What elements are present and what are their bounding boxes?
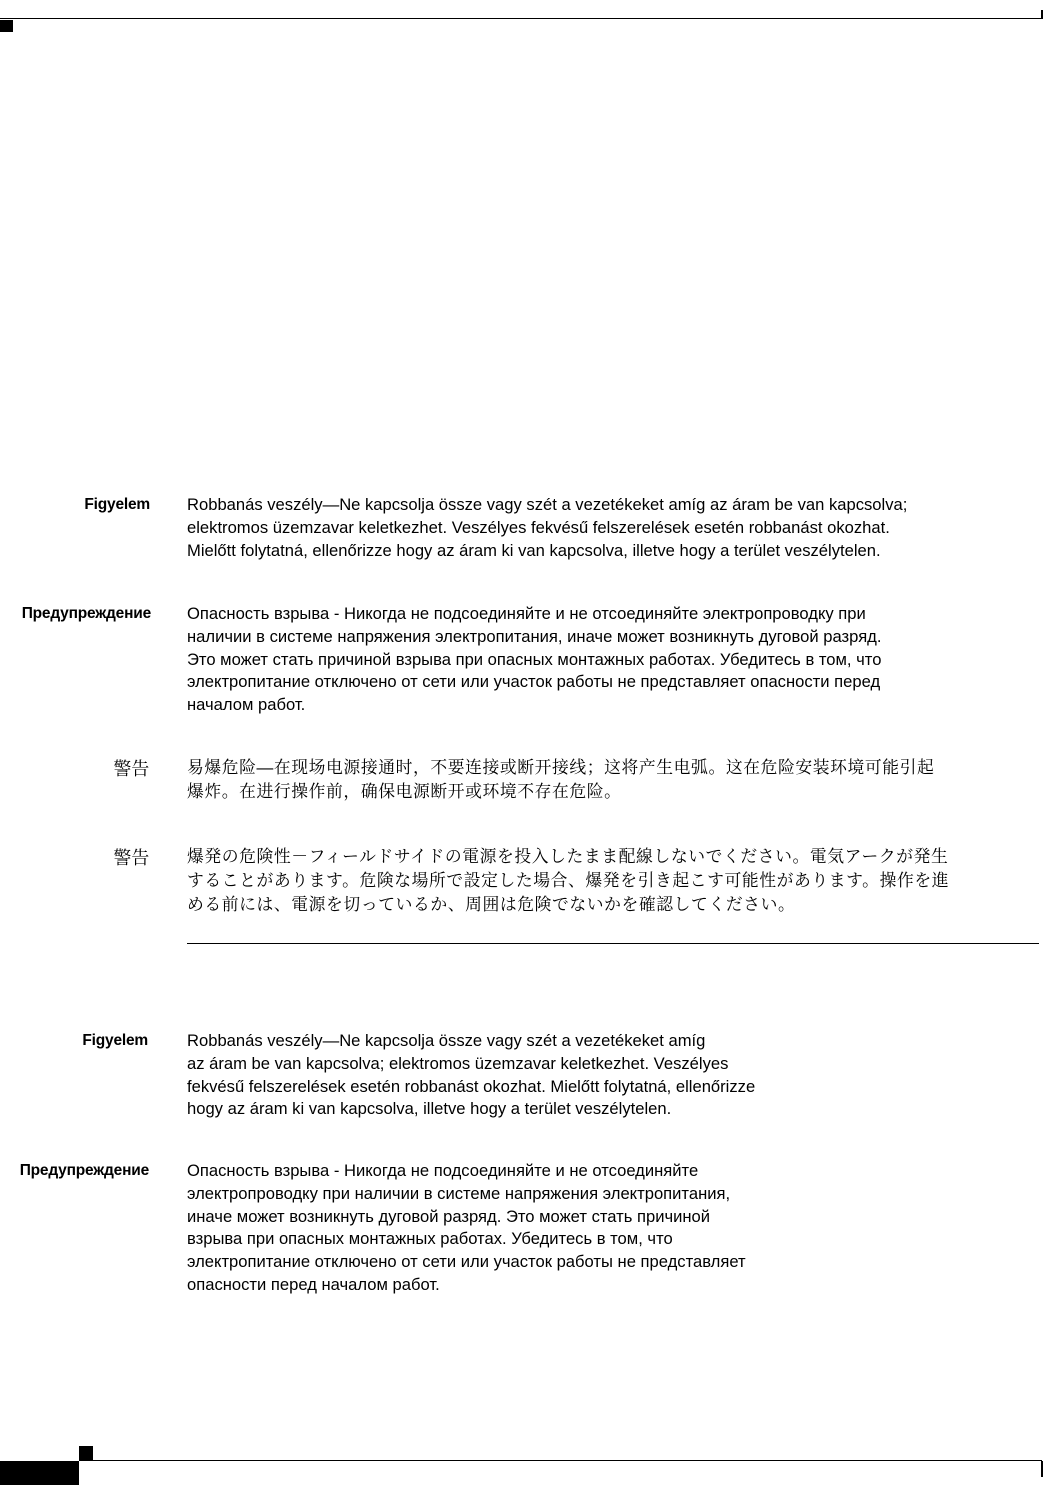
warning-text	[187, 603, 881, 717]
warning-label: Figyelem	[84, 496, 150, 513]
footer-right-tick	[1041, 1461, 1043, 1477]
warning-text-line: Mielőtt folytatná, ellenőrizze hogy az áram ki van kapcsolva, illetve hogy a terület veszélytelen.	[187, 540, 881, 560]
warning-text	[187, 1030, 755, 1121]
warning-text-line: Robbanás veszély—Ne kapcsolja össze vagy szét a vezetékeket amíg az áram be van kapcsolva;	[187, 495, 908, 514]
warning-text-line: az áram be van kapcsolva; elektromos üzemzavar keletkezhet. Veszélyes	[187, 1053, 729, 1073]
warning-label: Figyelem	[82, 1032, 148, 1049]
warning-text-line: fekvésű felszerelések esetén robbanást okozhat. Mielőtt folytatná, ellenőrizze	[187, 1076, 756, 1096]
warning-text-line: взрыва при опасных монтажных работах. Убедитесь в том, что	[187, 1229, 673, 1249]
warning-text-line: Это может стать причиной взрыва при опасных монтажных работах. Убедитесь в том, что	[187, 649, 882, 669]
warning-text-line: электропитание отключено от сети или участок работы не представляет	[187, 1252, 746, 1272]
section-divider	[187, 943, 1039, 944]
warning-text	[187, 1160, 746, 1297]
warning-text-line: наличии в системе напряжения электропитания, иначе может возникнуть дуговой разряд.	[187, 626, 882, 646]
header-rule	[0, 18, 1042, 19]
footer-page-tab	[0, 1461, 79, 1485]
warning-text-line: 爆炸。在进行操作前，确保电源断开或环境不存在危险。	[187, 782, 622, 801]
warning-text-line: Опасность взрыва - Никогда не подсоединяйте и не отсоединяйте электропроводку при	[187, 604, 866, 623]
header-corner-mark	[0, 20, 13, 32]
warning-text-line: hogy az áram ki van kapcsolva, illetve hogy a terület veszélytelen.	[187, 1099, 672, 1119]
warning-text-line: elektromos üzemzavar keletkezhet. Veszélyes fekvésű felszerelések esetén robbanást okozhat.	[187, 517, 890, 537]
warning-text-line: Robbanás veszély—Ne kapcsolja össze vagy szét a vezetékeket amíg	[187, 1031, 706, 1050]
warning-text-line: することがあります。危険な場所で設定した場合、爆発を引き起こす可能性があります。操作を進	[187, 871, 950, 890]
warning-text	[187, 845, 949, 917]
warning-text-line: началом работ.	[187, 695, 306, 715]
warning-text-line: электропроводку при наличии в системе напряжения электропитания,	[187, 1183, 731, 1203]
warning-text-line: Опасность взрыва - Никогда не подсоединяйте и не отсоединяйте	[187, 1161, 699, 1180]
warning-text-line: 爆発の危険性－フィールドサイドの電源を投入したまま配線しないでください。電気アークが発生	[187, 847, 949, 866]
header-right-tick	[1041, 10, 1043, 19]
footer-marker-square	[79, 1446, 93, 1460]
warning-text-line: иначе может возникнуть дуговой разряд. Это может стать причиной	[187, 1206, 711, 1226]
warning-text-line: опасности перед началом работ.	[187, 1274, 440, 1294]
warning-label: Предупреждение	[21, 605, 151, 622]
warning-text	[187, 494, 907, 562]
warning-text-line: める前には、電源を切っているか、周囲は危険でないかを確認してください。	[187, 895, 796, 914]
warning-label: Предупреждение	[19, 1162, 149, 1179]
warning-text-line: 易爆危险—在现场电源接通时，不要连接或断开接线；这将产生电弧。这在危险安装环境可能引起	[187, 758, 935, 777]
warning-text-line: электропитание отключено от сети или участок работы не представляет опасности перед	[187, 672, 881, 692]
footer-rule	[79, 1460, 1042, 1461]
warning-text	[187, 756, 934, 804]
warning-label: 警告	[113, 759, 149, 779]
warning-label: 警告	[113, 848, 149, 868]
